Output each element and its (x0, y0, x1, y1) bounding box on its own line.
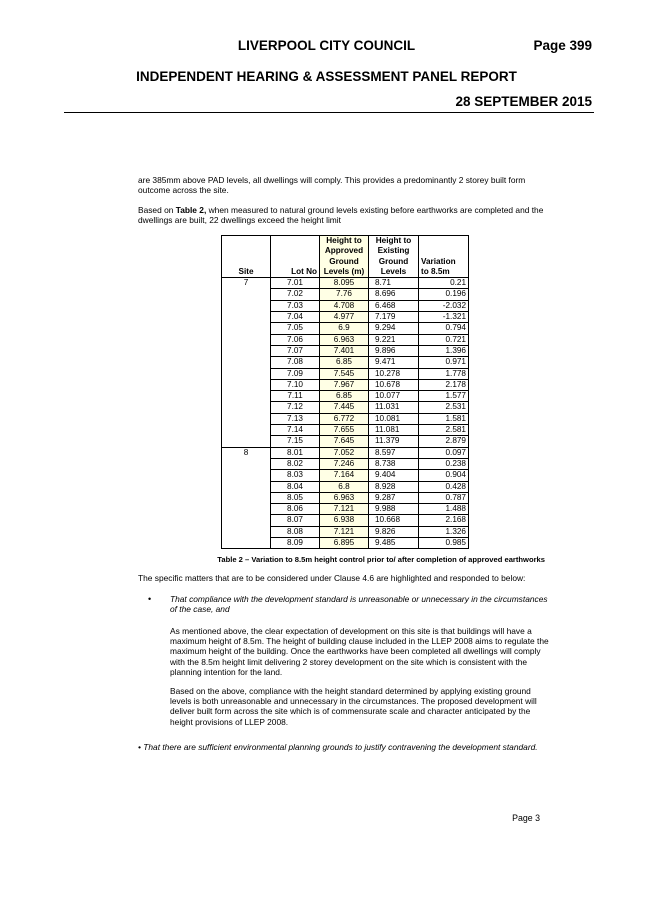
cell-variation: 1.581 (419, 413, 469, 424)
cell-site (222, 289, 271, 300)
clause-matters-paragraph: The specific matters that are to be considered under Clause 4.6 are highlighted and responded to below: (138, 573, 526, 583)
table-row (222, 447, 469, 458)
table-header-row (222, 236, 469, 278)
cell-variation: 2.168 (419, 515, 469, 526)
cell-site: 7 (222, 278, 271, 289)
cell-site (222, 515, 271, 526)
cell-existing-height: 10.081 (369, 413, 419, 424)
height-variation-table (221, 235, 469, 549)
cell-existing-height: 8.738 (369, 458, 419, 469)
height-variation-table-wrapper (221, 235, 469, 549)
cell-lot-no: 7.01 (271, 278, 320, 289)
cell-approved-height: 6.8 (320, 481, 369, 492)
cell-lot-no: 7.11 (271, 391, 320, 402)
cell-approved-height: 6.772 (320, 413, 369, 424)
table-row (222, 436, 469, 447)
cell-approved-height: 4.708 (320, 300, 369, 311)
footer-page-number: Page 3 (512, 813, 540, 823)
cell-existing-height: 10.077 (369, 391, 419, 402)
intro-paragraph: are 385mm above PAD levels, all dwellings will comply. This provides a predominantly 2 storey built form outcome across the site. (138, 175, 526, 196)
cell-lot-no: 7.07 (271, 345, 320, 356)
cell-approved-height: 7.76 (320, 289, 369, 300)
header-existing-line3: Ground (378, 256, 409, 266)
header-approved-line3: Ground (329, 256, 359, 266)
cell-site (222, 436, 271, 447)
cell-existing-height: 10.668 (369, 515, 419, 526)
cell-existing-height: 7.179 (369, 312, 419, 323)
cell-existing-height: 10.678 (369, 379, 419, 390)
cell-existing-height: 11.031 (369, 402, 419, 413)
cell-existing-height: 9.294 (369, 323, 419, 334)
cell-approved-height: 7.246 (320, 458, 369, 469)
cell-variation: 2.581 (419, 425, 469, 436)
table-row (222, 289, 469, 300)
header-variation-line2: to 8.5m (421, 266, 450, 276)
cell-variation: 0.787 (419, 492, 469, 503)
cell-approved-height: 7.645 (320, 436, 369, 447)
bullet-environmental-grounds: • That there are sufficient environmental planning grounds to justify contravening the development standard. (138, 742, 538, 752)
cell-site (222, 334, 271, 345)
table-row (222, 323, 469, 334)
table-row (222, 470, 469, 481)
cell-existing-height: 9.988 (369, 504, 419, 515)
table-row (222, 402, 469, 413)
table-reference-bold: Table 2, (175, 205, 207, 215)
cell-approved-height: 7.052 (320, 447, 369, 458)
cell-lot-no: 8.04 (271, 481, 320, 492)
cell-variation: -1.321 (419, 312, 469, 323)
cell-variation: 1.577 (419, 391, 469, 402)
table-reference-rest: when measured to natural ground levels existing before earthworks are completed and the dwellings are built, 22 dwellings exceed the height limit (138, 205, 544, 226)
header-variation-line1: Variation (421, 256, 456, 266)
cell-lot-no: 7.14 (271, 425, 320, 436)
cell-approved-height: 6.85 (320, 391, 369, 402)
header-approved-line1: Height to (326, 236, 362, 245)
cell-site (222, 345, 271, 356)
cell-lot-no: 7.05 (271, 323, 320, 334)
report-date: 28 SEPTEMBER 2015 (455, 94, 592, 109)
cell-lot-no: 8.03 (271, 470, 320, 481)
cell-site: 8 (222, 447, 271, 458)
cell-approved-height: 7.967 (320, 379, 369, 390)
cell-variation: 0.794 (419, 323, 469, 334)
cell-variation: 0.904 (419, 470, 469, 481)
table-row (222, 391, 469, 402)
cell-existing-height: 9.471 (369, 357, 419, 368)
table-reference-paragraph (138, 205, 558, 225)
cell-site (222, 413, 271, 424)
cell-site (222, 391, 271, 402)
cell-variation: 0.985 (419, 538, 469, 549)
table-row (222, 368, 469, 379)
table-row (222, 379, 469, 390)
cell-site (222, 470, 271, 481)
cell-existing-height: 8.597 (369, 447, 419, 458)
cell-existing-height: 9.221 (369, 334, 419, 345)
header-existing-line4: Levels (380, 266, 407, 276)
cell-lot-no: 7.13 (271, 413, 320, 424)
cell-existing-height: 8.928 (369, 481, 419, 492)
cell-lot-no: 7.08 (271, 357, 320, 368)
header-existing-line2: Existing (377, 246, 410, 256)
table-row (222, 481, 469, 492)
cell-variation: 0.721 (419, 334, 469, 345)
header-page-number: Page 399 (533, 38, 592, 53)
cell-site (222, 402, 271, 413)
cell-variation: 1.396 (419, 345, 469, 356)
cell-existing-height: 9.896 (369, 345, 419, 356)
cell-approved-height: 7.655 (320, 425, 369, 436)
cell-approved-height: 6.963 (320, 492, 369, 503)
table-body (222, 278, 469, 549)
cell-site (222, 368, 271, 379)
cell-variation: 1.778 (419, 368, 469, 379)
cell-variation: 0.428 (419, 481, 469, 492)
cell-existing-height: 11.081 (369, 425, 419, 436)
table-row (222, 413, 469, 424)
cell-approved-height: 6.938 (320, 515, 369, 526)
cell-variation: -2.032 (419, 300, 469, 311)
table-row (222, 312, 469, 323)
cell-lot-no: 7.09 (271, 368, 320, 379)
council-title: LIVERPOOL CITY COUNCIL (237, 38, 416, 53)
cell-lot-no: 8.07 (271, 515, 320, 526)
cell-site (222, 379, 271, 390)
cell-approved-height: 7.164 (320, 470, 369, 481)
cell-lot-no: 7.06 (271, 334, 320, 345)
table-row (222, 492, 469, 503)
cell-lot-no: 7.10 (271, 379, 320, 390)
cell-lot-no: 8.01 (271, 447, 320, 458)
table-row (222, 300, 469, 311)
as-mentioned-paragraph: As mentioned above, the clear expectation of development on this site is that buildings will have a maximum height of 8.5m. The height of building clause included in the LLEP 2008 aims to regulate the maximum height of the building. Once the earthworks have been completed all dwellings will comply with the 8.5m height limit delivering 2 storey development on the site which is consistent with the planning intention for the land. (170, 626, 549, 677)
cell-variation: 0.196 (419, 289, 469, 300)
cell-site (222, 538, 271, 549)
cell-existing-height: 10.278 (369, 368, 419, 379)
table-caption: Table 2 – Variation to 8.5m height control prior to/ after completion of approved earthworks (217, 555, 545, 564)
cell-lot-no: 7.04 (271, 312, 320, 323)
header-approved-levels (320, 236, 369, 278)
cell-lot-no: 8.08 (271, 526, 320, 537)
cell-variation: 0.21 (419, 278, 469, 289)
cell-variation: 0.238 (419, 458, 469, 469)
cell-existing-height: 9.485 (369, 538, 419, 549)
cell-lot-no: 7.03 (271, 300, 320, 311)
cell-approved-height: 6.85 (320, 357, 369, 368)
cell-variation: 1.326 (419, 526, 469, 537)
cell-site (222, 425, 271, 436)
table-row (222, 278, 469, 289)
cell-variation: 2.531 (419, 402, 469, 413)
cell-variation: 2.178 (419, 379, 469, 390)
table-row (222, 538, 469, 549)
cell-variation: 1.488 (419, 504, 469, 515)
header-site: Site (222, 236, 271, 278)
cell-existing-height: 8.696 (369, 289, 419, 300)
cell-site (222, 504, 271, 515)
report-title: INDEPENDENT HEARING & ASSESSMENT PANEL REPORT (136, 69, 517, 84)
header-approved-line4: Levels (m) (323, 266, 365, 276)
cell-approved-height: 6.895 (320, 538, 369, 549)
header-divider (64, 112, 594, 113)
table-row (222, 334, 469, 345)
header-variation (419, 236, 469, 278)
cell-approved-height: 7.401 (320, 345, 369, 356)
table-row (222, 515, 469, 526)
cell-existing-height: 9.404 (369, 470, 419, 481)
bullet-unreasonable: That compliance with the development standard is unreasonable or unnecessary in the circumstances of the case, and (170, 594, 548, 615)
cell-lot-no: 7.12 (271, 402, 320, 413)
cell-lot-no: 7.15 (271, 436, 320, 447)
cell-existing-height: 8.71 (369, 278, 419, 289)
cell-approved-height: 7.121 (320, 526, 369, 537)
bullet-marker: • (148, 594, 152, 604)
table-row (222, 425, 469, 436)
cell-lot-no: 8.05 (271, 492, 320, 503)
cell-site (222, 458, 271, 469)
table-row (222, 345, 469, 356)
cell-existing-height: 9.287 (369, 492, 419, 503)
cell-approved-height: 7.445 (320, 402, 369, 413)
cell-approved-height: 7.545 (320, 368, 369, 379)
cell-existing-height: 11.379 (369, 436, 419, 447)
table-row (222, 526, 469, 537)
cell-approved-height: 6.963 (320, 334, 369, 345)
cell-existing-height: 9.826 (369, 526, 419, 537)
cell-lot-no: 8.09 (271, 538, 320, 549)
cell-variation: 0.097 (419, 447, 469, 458)
cell-variation: 0.971 (419, 357, 469, 368)
cell-lot-no: 7.02 (271, 289, 320, 300)
cell-lot-no: 8.06 (271, 504, 320, 515)
table-row (222, 357, 469, 368)
table-reference-lead: Based on (138, 205, 176, 215)
cell-site (222, 300, 271, 311)
cell-approved-height: 8.095 (320, 278, 369, 289)
cell-site (222, 481, 271, 492)
cell-approved-height: 6.9 (320, 323, 369, 334)
header-approved-line2: Approved (324, 246, 364, 256)
cell-site (222, 312, 271, 323)
cell-site (222, 357, 271, 368)
cell-existing-height: 6.468 (369, 300, 419, 311)
cell-site (222, 323, 271, 334)
cell-approved-height: 4.977 (320, 312, 369, 323)
cell-site (222, 492, 271, 503)
cell-lot-no: 8.02 (271, 458, 320, 469)
header-existing-line1: Height to (375, 236, 412, 245)
header-lot-no: Lot No (271, 236, 320, 278)
table-row (222, 458, 469, 469)
cell-variation: 2.879 (419, 436, 469, 447)
table-row (222, 504, 469, 515)
cell-approved-height: 7.121 (320, 504, 369, 515)
based-on-paragraph: Based on the above, compliance with the height standard determined by applying existing ground levels is both unreasonable and unnecessary in the circumstances. The proposed development will deliver built form across the site which is of commensurate scale and character anticipated by the height provisions of LLEP 2008. (170, 686, 537, 727)
cell-site (222, 526, 271, 537)
header-existing-levels (369, 236, 419, 278)
